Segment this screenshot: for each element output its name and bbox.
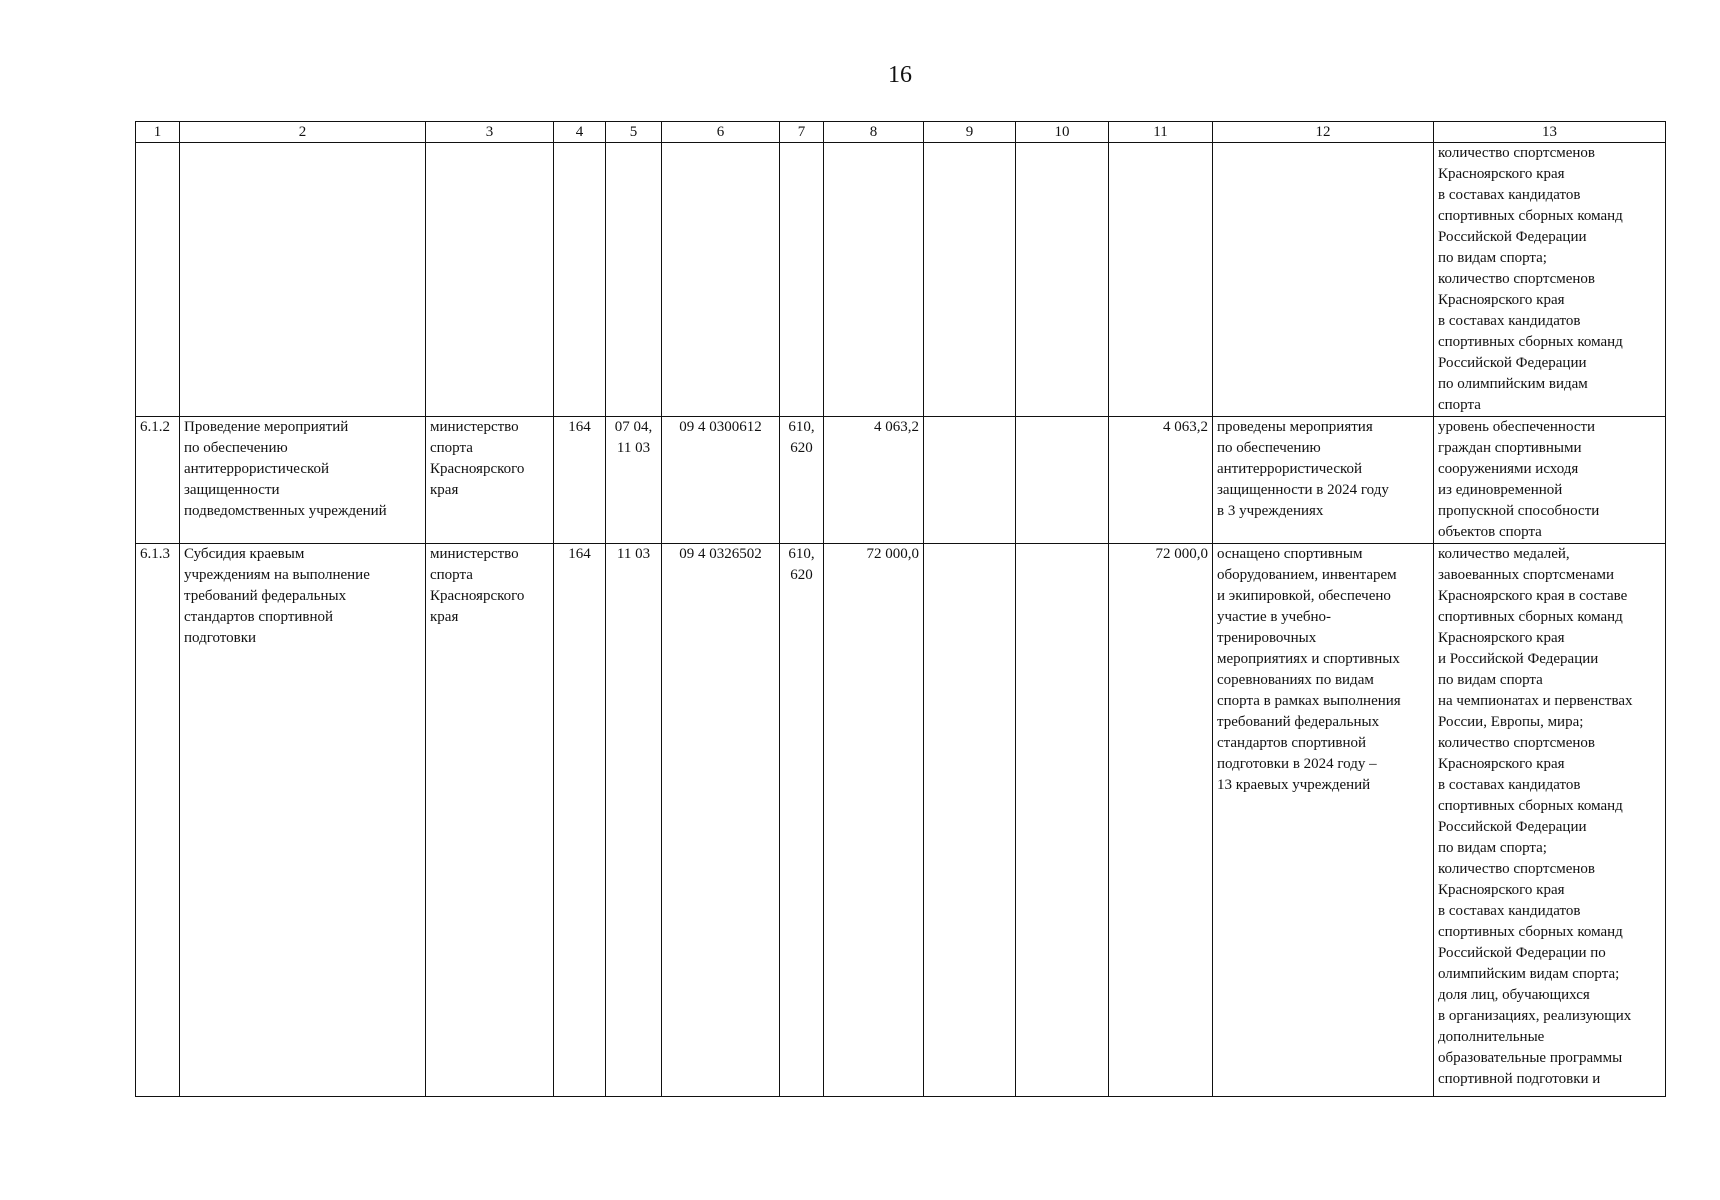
code-cell: 164 bbox=[554, 417, 606, 544]
column-header: 5 bbox=[606, 122, 662, 143]
expense-type-cell: 610, 620 bbox=[780, 544, 824, 1097]
executor-cell: министерство спорта Красноярского края bbox=[426, 544, 554, 1097]
section-code-cell bbox=[606, 143, 662, 417]
expected-result-cell: проведены мероприятия по обеспечению антитеррористической защищенности в 2024 году в 3 учреждениях bbox=[1213, 417, 1434, 544]
table-row bbox=[136, 417, 1666, 544]
measure-name-cell: Проведение мероприятий по обеспечению антитеррористической защищенности подведомственных учреждений bbox=[180, 417, 426, 544]
amount-cell: 4 063,2 bbox=[824, 417, 924, 544]
column-header: 4 bbox=[554, 122, 606, 143]
column-header: 10 bbox=[1016, 122, 1109, 143]
row-number-cell bbox=[136, 143, 180, 417]
amount-cell bbox=[824, 143, 924, 417]
amount-cell bbox=[924, 143, 1016, 417]
target-article-cell: 09 4 0326502 bbox=[662, 544, 780, 1097]
indicator-cell: уровень обеспеченности граждан спортивными сооружениями исходя из единовременной пропускной способности объектов спорта bbox=[1434, 417, 1666, 544]
amount-cell bbox=[1016, 417, 1109, 544]
expense-type-cell bbox=[780, 143, 824, 417]
column-header: 12 bbox=[1213, 122, 1434, 143]
table-row bbox=[136, 544, 1666, 1097]
column-header: 2 bbox=[180, 122, 426, 143]
row-number-cell: 6.1.3 bbox=[136, 544, 180, 1097]
measure-name-cell: Субсидия краевым учреждениям на выполнение требований федеральных стандартов спортивной подготовки bbox=[180, 544, 426, 1097]
expense-type-cell: 610, 620 bbox=[780, 417, 824, 544]
total-cell bbox=[1109, 143, 1213, 417]
column-header: 11 bbox=[1109, 122, 1213, 143]
code-cell bbox=[554, 143, 606, 417]
amount-cell bbox=[1016, 143, 1109, 417]
executor-cell bbox=[426, 143, 554, 417]
total-cell: 4 063,2 bbox=[1109, 417, 1213, 544]
column-header: 13 bbox=[1434, 122, 1666, 143]
page-number: 16 bbox=[888, 62, 912, 88]
section-code-cell: 07 04, 11 03 bbox=[606, 417, 662, 544]
row-number-cell: 6.1.2 bbox=[136, 417, 180, 544]
column-header: 1 bbox=[136, 122, 180, 143]
amount-cell bbox=[924, 544, 1016, 1097]
section-code-cell: 11 03 bbox=[606, 544, 662, 1097]
indicator-cell: количество спортсменов Красноярского края в составах кандидатов спортивных сборных команд Российской Федерации по видам спорта; количество спортсменов Красноярского края в составах кандидатов спортивных сборных команд Российской Федерации по олимпийским видам спорта bbox=[1434, 143, 1666, 417]
column-header: 3 bbox=[426, 122, 554, 143]
column-header: 7 bbox=[780, 122, 824, 143]
target-article-cell bbox=[662, 143, 780, 417]
column-header: 9 bbox=[924, 122, 1016, 143]
amount-cell bbox=[924, 417, 1016, 544]
total-cell: 72 000,0 bbox=[1109, 544, 1213, 1097]
measure-name-cell bbox=[180, 143, 426, 417]
column-header: 6 bbox=[662, 122, 780, 143]
amount-cell bbox=[1016, 544, 1109, 1097]
expected-result-cell bbox=[1213, 143, 1434, 417]
code-cell: 164 bbox=[554, 544, 606, 1097]
expected-result-cell: оснащено спортивным оборудованием, инвентарем и экипировкой, обеспечено участие в учебно- тренировочных мероприятиях и спортивных соревнованиях по видам спорта в рамках выполнения требований федеральных стандартов спортивной подготовки в 2024 году – 13 краевых учреждений bbox=[1213, 544, 1434, 1097]
executor-cell: министерство спорта Красноярского края bbox=[426, 417, 554, 544]
header-row bbox=[136, 122, 1666, 143]
program-table bbox=[135, 121, 1666, 1097]
amount-cell: 72 000,0 bbox=[824, 544, 924, 1097]
table-row bbox=[136, 143, 1666, 417]
indicator-cell: количество медалей, завоеванных спортсменами Красноярского края в составе спортивных сборных команд Красноярского края и Российской Федерации по видам спорта на чемпионатах и первенствах России, Европы, мира; количество спортсменов Красноярского края в составах кандидатов спортивных сборных команд Российской Федерации по видам спорта; количество спортсменов Красноярского края в составах кандидатов спортивных сборных команд Российской Федерации по олимпийским видам спорта; доля лиц, обучающихся в организациях, реализующих дополнительные образовательные программы спортивной подготовки и bbox=[1434, 544, 1666, 1097]
target-article-cell: 09 4 0300612 bbox=[662, 417, 780, 544]
column-header: 8 bbox=[824, 122, 924, 143]
